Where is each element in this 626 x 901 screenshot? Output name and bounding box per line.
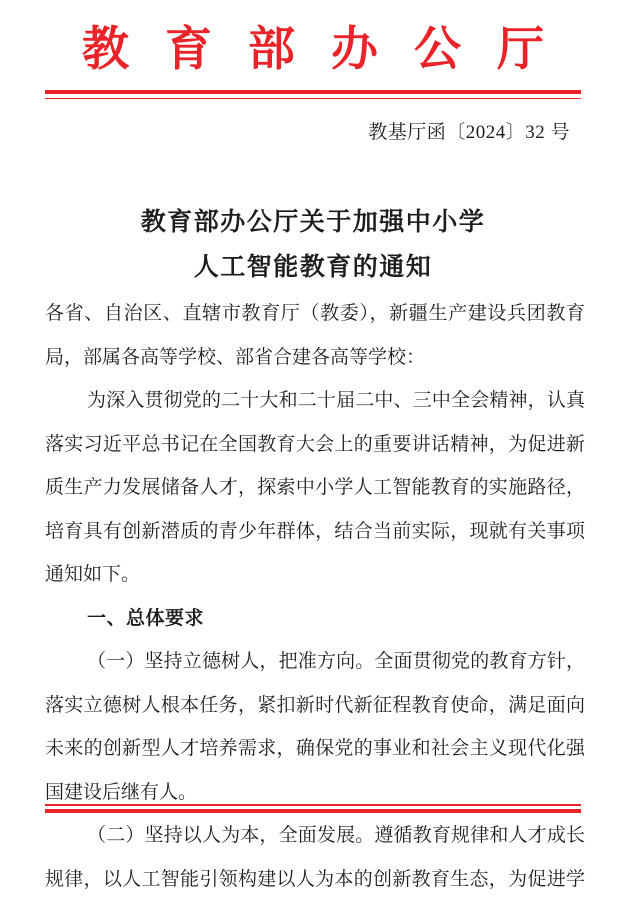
- footer-rule-thin-line: [45, 804, 581, 806]
- paragraph-item-1: [45, 640, 585, 814]
- document-number: 教基厅函〔2024〕32 号: [368, 120, 570, 146]
- header-rule-thick-line: [45, 90, 581, 94]
- body-text-line: 局，部属各高等学校、部省合建各高等学校：: [45, 336, 585, 380]
- document-title: [0, 200, 626, 290]
- body-text-line: 国建设后继有人。: [45, 771, 585, 815]
- paragraph-intro: [45, 379, 585, 597]
- body-text-line: （二）坚持以人为本，全面发展。遵循教育规律和人才成长: [45, 814, 585, 858]
- footer-rule-thick-line: [45, 809, 581, 813]
- footer-separator-rule: [45, 804, 581, 813]
- section-heading: 一、总体要求: [45, 597, 585, 641]
- document-title-line2: 人工智能教育的通知: [0, 245, 626, 290]
- body-text-line: 通知如下。: [45, 553, 585, 597]
- body-text-line: 为深入贯彻党的二十大和二十届二中、三中全会精神，认真: [45, 379, 585, 423]
- header-separator-rule: [45, 90, 581, 99]
- body-text-line: 落实立德树人根本任务，紧扣新时代新征程教育使命，满足面向: [45, 684, 585, 728]
- paragraph-recipients: [45, 292, 585, 379]
- paragraph-section-1-heading: [45, 597, 585, 641]
- body-text-line: 规律，以人工智能引领构建以人为本的创新教育生态，为促进学: [45, 858, 585, 901]
- body-text-line: 培育具有创新潜质的青少年群体，结合当前实际，现就有关事项: [45, 510, 585, 554]
- letterhead: [0, 14, 626, 86]
- paragraph-item-2: [45, 814, 585, 901]
- body-text-line: 质生产力发展储备人才，探索中小学人工智能教育的实施路径，: [45, 466, 585, 510]
- document-title-line1: 教育部办公厅关于加强中小学: [0, 200, 626, 245]
- body-text-line: （一）坚持立德树人，把准方向。全面贯彻党的教育方针，: [45, 640, 585, 684]
- body-text-line: 未来的创新型人才培养需求，确保党的事业和社会主义现代化强: [45, 727, 585, 771]
- header-rule-thin-line: [45, 98, 581, 100]
- body-text-line: 落实习近平总书记在全国教育大会上的重要讲话精神，为促进新: [45, 423, 585, 467]
- body-text-line: 各省、自治区、直辖市教育厅（教委），新疆生产建设兵团教育: [45, 292, 585, 336]
- agency-name: 教育部办公厅: [46, 24, 580, 76]
